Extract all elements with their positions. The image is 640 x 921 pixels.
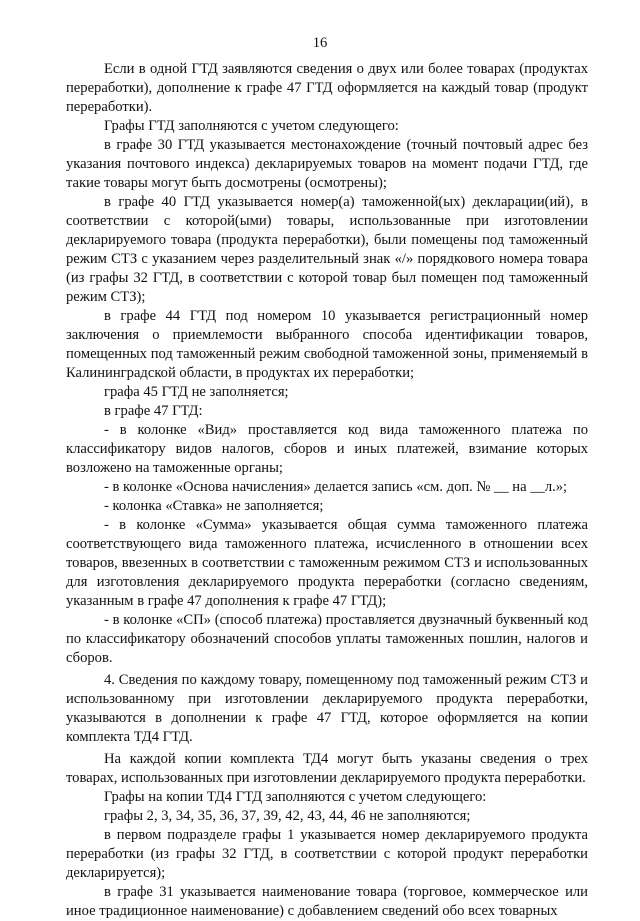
- paragraph: - в колонке «Сумма» указывается общая сумма таможенного платежа соответствующего вида таможенного платежа, исчисленного в отношении всех товаров, ввезенных в соответствии с таможенным режимом СТЗ и использованных для изготовления декларируемого продукта переработки (согласно сведениям, указанным в графе 47 дополнения к графе 47 ГТД);: [66, 517, 588, 609]
- paragraph: графы 2, 3, 34, 35, 36, 37, 39, 42, 43, 44, 46 не заполняются;: [104, 808, 471, 824]
- paragraph: - в колонке «СП» (способ платежа) проставляется двузначный буквенный код по классификатору обозначений способов уплаты таможенных пошлин, налогов и сборов.: [66, 612, 588, 666]
- paragraph: Графы на копии ТД4 ГТД заполняются с учетом следующего:: [104, 789, 487, 805]
- paragraph: в графе 31 указывается наименование товара (торговое, коммерческое или иное традиционное наименование) с добавлением сведений обо всех товарных: [66, 884, 588, 919]
- paragraph: в первом подразделе графы 1 указывается номер декларируемого продукта переработки (из графы 32 ГТД, в соответствии с которой продукт переработки декларируется);: [66, 827, 588, 881]
- paragraph: в графе 47 ГТД:: [104, 403, 203, 419]
- document-body: [66, 60, 588, 921]
- page-number: 16: [312, 35, 328, 51]
- paragraph: в графе 40 ГТД указывается номер(а) таможенной(ых) декларации(ий), в соответствии с которой(ыми) товары, использованные при изготовлении декларируемого товара (продукта переработки), были помещены под таможенный режим СТЗ с указанием через разделительный знак «/» порядкового номера товара (из графы 32 ГТД, в соответствии с которой товар был помещен под таможенный режим СТЗ);: [66, 194, 588, 305]
- paragraph: - в колонке «Вид» проставляется код вида таможенного платежа по классификатору видов налогов, сборов и иных платежей, взимание которых возложено на таможенные органы;: [66, 422, 588, 476]
- paragraph: в графе 30 ГТД указывается местонахождение (точный почтовый адрес без указания почтового индекса) декларируемых товаров на момент подачи ГТД, где такие товары могут быть досмотрены (осмотрены);: [66, 137, 588, 191]
- paragraph: Графы ГТД заполняются с учетом следующего:: [104, 118, 399, 134]
- paragraph: Если в одной ГТД заявляются сведения о двух или более товарах (продуктах переработки), дополнение к графе 47 ГТД оформляется на каждый товар (продукт переработки).: [66, 61, 588, 115]
- paragraph: 4. Сведения по каждому товару, помещенному под таможенный режим СТЗ и использованному при изготовлении декларируемого продукта переработки, указываются в дополнении к графе 47 ГТД, которое оформляется на копии комплекта ТД4 ГТД.: [66, 672, 588, 745]
- paragraph: графа 45 ГТД не заполняется;: [104, 384, 289, 400]
- paragraph: в графе 44 ГТД под номером 10 указывается регистрационный номер заключения о приемлемости выбранного способа идентификации товаров, помещенных под таможенный режим свободной таможенной зоны, применяемый в Калининградской области, в продуктах их переработки;: [66, 308, 588, 381]
- paragraph: На каждой копии комплекта ТД4 могут быть указаны сведения о трех товарах, использованных при изготовлении декларируемого продукта переработки.: [66, 751, 588, 786]
- paragraph: - в колонке «Основа начисления» делается запись «см. доп. № __ на __л.»;: [104, 479, 568, 495]
- paragraph: - колонка «Ставка» не заполняется;: [104, 498, 324, 514]
